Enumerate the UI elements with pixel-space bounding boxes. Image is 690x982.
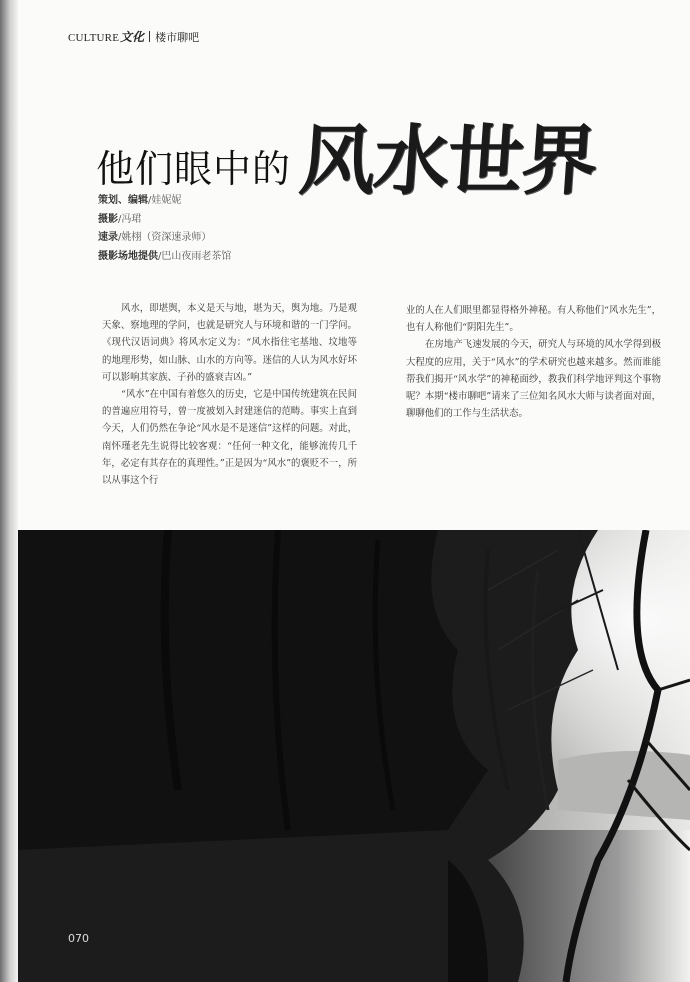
body-paragraph: 在房地产飞速发展的今天，研究人与环境的风水学得到极大程度的应用，关于“风水”的学术研究也越来越多。然而谁能帮我们揭开“风水学”的神秘面纱，教我们科学地评判这个事物呢？本期“楼市聊吧”请来了三位知名风水大师与读者面对面，聊聊他们的工作与生活状态。 [406,339,661,420]
forest-lake-photo [18,530,690,982]
body-paragraph: “风水”在中国有着悠久的历史，它是中国传统建筑在民间的普遍应用符号，曾一度被划入封建迷信的范畴。事实上直到今天，人们仍然在争论“风水是不是迷信”这样的问题。对此，南怀瑾老先生说得比较客观：“任何一种文化，能够流传几千年，必定有其存在的真理性。”正是因为“风水”的褒贬不一，所以从事这个行 [102,389,357,487]
magazine-page [18,0,690,982]
body-paragraph: 业的人在人们眼里都显得格外神秘。有人称他们“风水先生”，也有人称他们“阴阳先生”。 [406,305,661,334]
credit-line: 摄影/冯珺 [98,213,142,225]
credit-line: 速录/姚栩（资深速录师） [98,232,212,243]
credit-line: 摄影场地提供/巴山夜雨老茶馆 [98,250,232,262]
culture-label: CULTURE [68,32,120,44]
body-column-left [102,300,357,489]
article-credits [98,192,231,266]
book-spine-shadow [0,0,18,982]
article-title-part1: 他们眼中的 [96,147,292,191]
page-number: 070 [68,932,89,945]
body-paragraph: 风水，即堪舆，本义是天与地，堪为天，舆为地。乃是观天象、察地理的学问，也就是研究人与环境和谐的一门学问。《现代汉语词典》将风水定义为：“风水指住宅基地、坟地等的地理形势，如山脉、山水的方向等。迷信的人认为风水好坏可以影响其家族、子孙的盛衰吉凶。” [102,303,357,383]
section-header [68,28,199,45]
culture-brush-text: 文化 [120,30,145,44]
header-divider [149,31,150,42]
article-title-calligraphy: 风水世界 [296,116,599,205]
body-column-right [406,302,661,422]
section-name: 楼市聊吧 [155,31,200,44]
credit-line: 策划、编辑/娃妮妮 [98,195,182,206]
